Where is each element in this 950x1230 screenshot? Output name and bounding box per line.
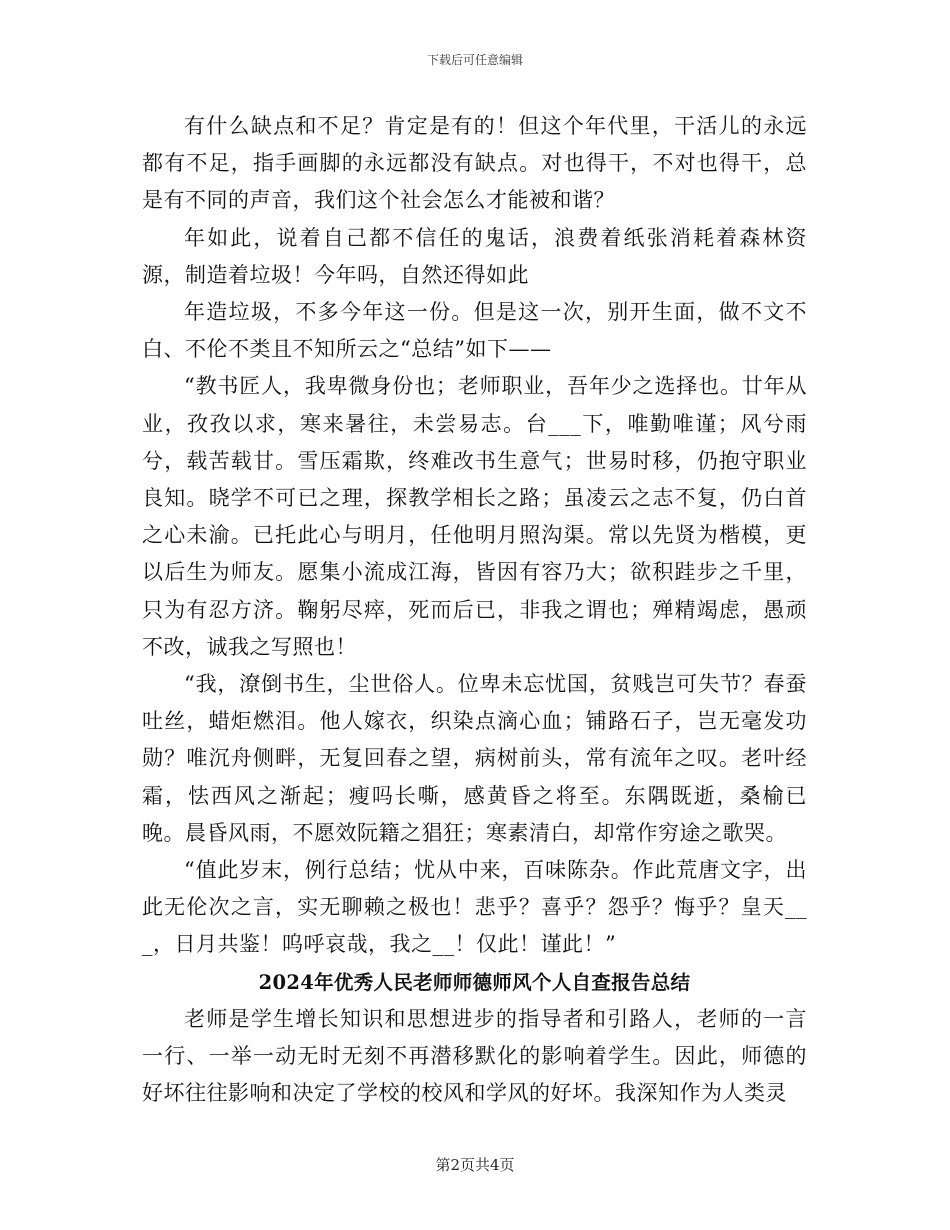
paragraph-teacher-role: 老师是学生增长知识和思想进步的指导者和引路人，老师的一言一行、一举一动无时无刻不再潜移默化的影响着学生。因此，师德的好坏往往影响和决定了学校的校风和学风的好坏。我深知作为人类灵 bbox=[142, 1006, 807, 1106]
paragraph-every-year: 年如此，说着自己都不信任的鬼话，浪费着纸张消耗着森林资源，制造着垃圾！今年吗，自然还得如此 bbox=[142, 225, 807, 287]
section-title: 2024年优秀人民老师师德师风个人自查报告总结 bbox=[258, 970, 691, 994]
paragraph-scholar: “我，潦倒书生，尘世俗人。位卑未忘忧国，贫贱岂可失节？春蚕吐丝，蜡炬燃泪。他人嫁衣，织染点滴心血；铺路石子，岂无毫发功勋？唯沉舟侧畔，无复回春之望，病树前头，常有流年之叹。老叶经霜，怯西风之渐起；瘦吗长嘶，感黄昏之将至。东隅既逝，桑榆已晚。晨昏风雨，不愿效阮籍之猖狂；寒素清白，却常作穷途之歌哭。 bbox=[142, 672, 807, 845]
page-number: 第2页共4页 bbox=[435, 1156, 515, 1174]
paragraph-shortcomings: 有什么缺点和不足？肯定是有的！但这个年代里，干活儿的永远都有不足，指手画脚的永远都没有缺点。对也得干，不对也得干，总是有不同的声音，我们这个社会怎么才能被和谐？ bbox=[142, 114, 807, 213]
paragraph-new-style: 年造垃圾，不多今年这一份。但是这一次，别开生面，做不文不白、不伦不类且不知所云之“总结”如下—— bbox=[142, 300, 807, 362]
page-header: 下载后可任意编辑 bbox=[426, 53, 523, 67]
document-body bbox=[142, 108, 807, 1112]
paragraph-teacher-craft: “教书匠人，我卑微身份也；老师职业，吾年少之选择也。廿年从业，孜孜以求，寒来暑往，未尝易志。台___下，唯勤唯谨；风兮雨兮，载苦载甘。雪压霜欺，终难改书生意气；世易时移，仍抱守职业良知。晓学不可已之理，探教学相长之路；虽凌云之志不复，仍白首之心未渝。已托此心与明月，任他明月照沟渠。常以先贤为楷模，更以后生为师友。愿集小流成江海，皆因有容乃大；欲积跬步之千里，只为有忍方济。鞠躬尽瘁，死而后已，非我之谓也；殚精竭虑，愚顽不改，诚我之写照也！ bbox=[142, 374, 807, 659]
paragraph-year-end: “值此岁末，例行总结；忧从中来，百味陈杂。作此荒唐文字，出此无伦次之言，实无聊赖之极也！悲乎？喜乎？怨乎？悔乎？皇天___，日月共鉴！呜呼哀哉，我之__！仅此！谨此！” bbox=[142, 858, 807, 957]
